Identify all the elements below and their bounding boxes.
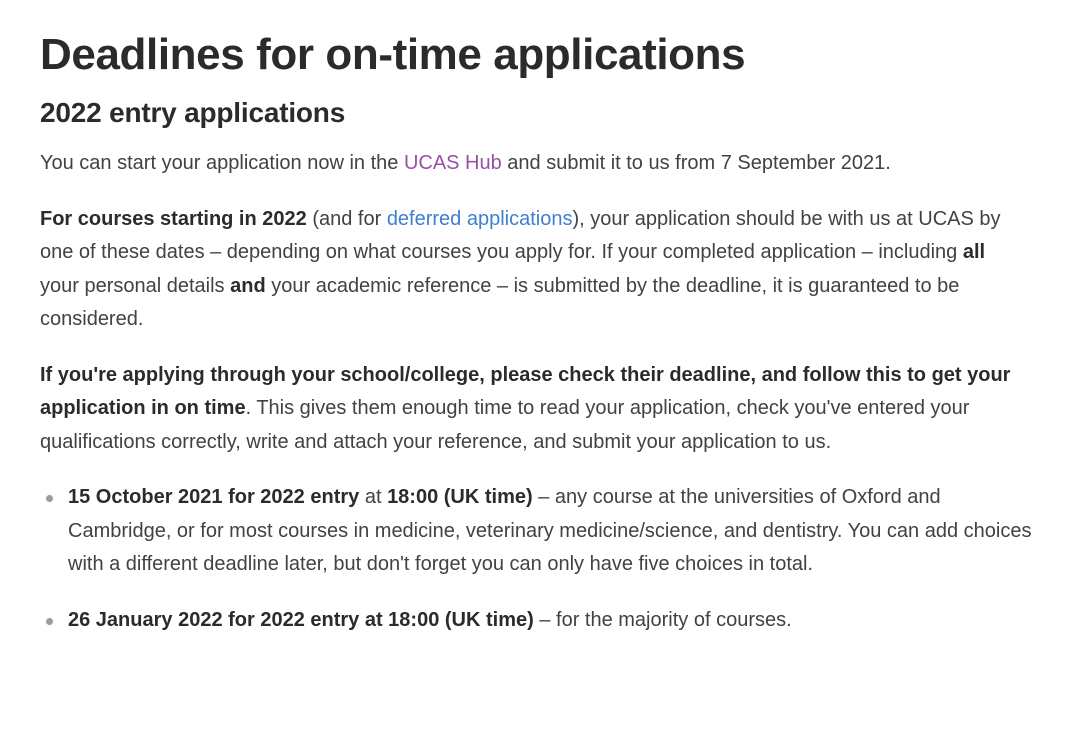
deadline-list <box>40 481 1040 637</box>
courses-paragraph <box>40 203 1015 337</box>
intro-text-before: You can start your application now in the <box>40 152 404 175</box>
courses-mid-1: (and for <box>306 207 387 230</box>
deadline-date: 26 January 2022 for 2022 entry at 18:00 (UK time) <box>68 608 534 631</box>
courses-bold-all: all <box>962 241 986 264</box>
deadline-date: 15 October 2021 for 2022 entry <box>68 486 360 509</box>
school-paragraph <box>40 359 1025 460</box>
list-item <box>40 481 1040 582</box>
courses-bold-lead: For courses starting in 2022 <box>40 207 307 230</box>
courses-mid-4: your academic reference – is submitted by the deadline, it is guaranteed to be considered. <box>40 274 960 331</box>
intro-text-after: and submit it to us from 7 September 2021. <box>501 152 891 175</box>
courses-mid-2: ), your application should be with us at UCAS by one of these dates – depending on what courses you apply for. If your completed application – including <box>40 207 1001 264</box>
school-bold-lead: If you're applying through your school/college, please check their deadline, and follow this to get your application in on time <box>40 363 1011 420</box>
list-item <box>40 604 1040 638</box>
deadline-mid: at <box>359 486 388 509</box>
section-heading: 2022 entry applications <box>40 97 346 129</box>
deadline-time: 18:00 (UK time) <box>387 486 533 509</box>
page-title: Deadlines for on-time applications <box>40 30 746 79</box>
bullet-icon <box>46 495 53 502</box>
courses-bold-and: and <box>230 274 266 297</box>
bullet-icon <box>46 618 53 625</box>
deferred-applications-link[interactable]: deferred applications <box>386 207 573 230</box>
deadline-description: – any course at the universities of Oxford and Cambridge, or for most courses in medicine, veterinary medicine/science, and dentistry. You can add choices with a different deadline later, but don't forget you can only have five choices in total. <box>68 486 1032 576</box>
intro-paragraph <box>40 147 1015 181</box>
courses-mid-3: your personal details <box>40 274 231 297</box>
school-rest: . This gives them enough time to read your application, check you've entered your qualifications correctly, write and attach your reference, and submit your application to us. <box>40 397 970 453</box>
ucas-hub-link[interactable]: UCAS Hub <box>403 152 502 175</box>
deadline-description: – for the majority of courses. <box>533 608 792 631</box>
